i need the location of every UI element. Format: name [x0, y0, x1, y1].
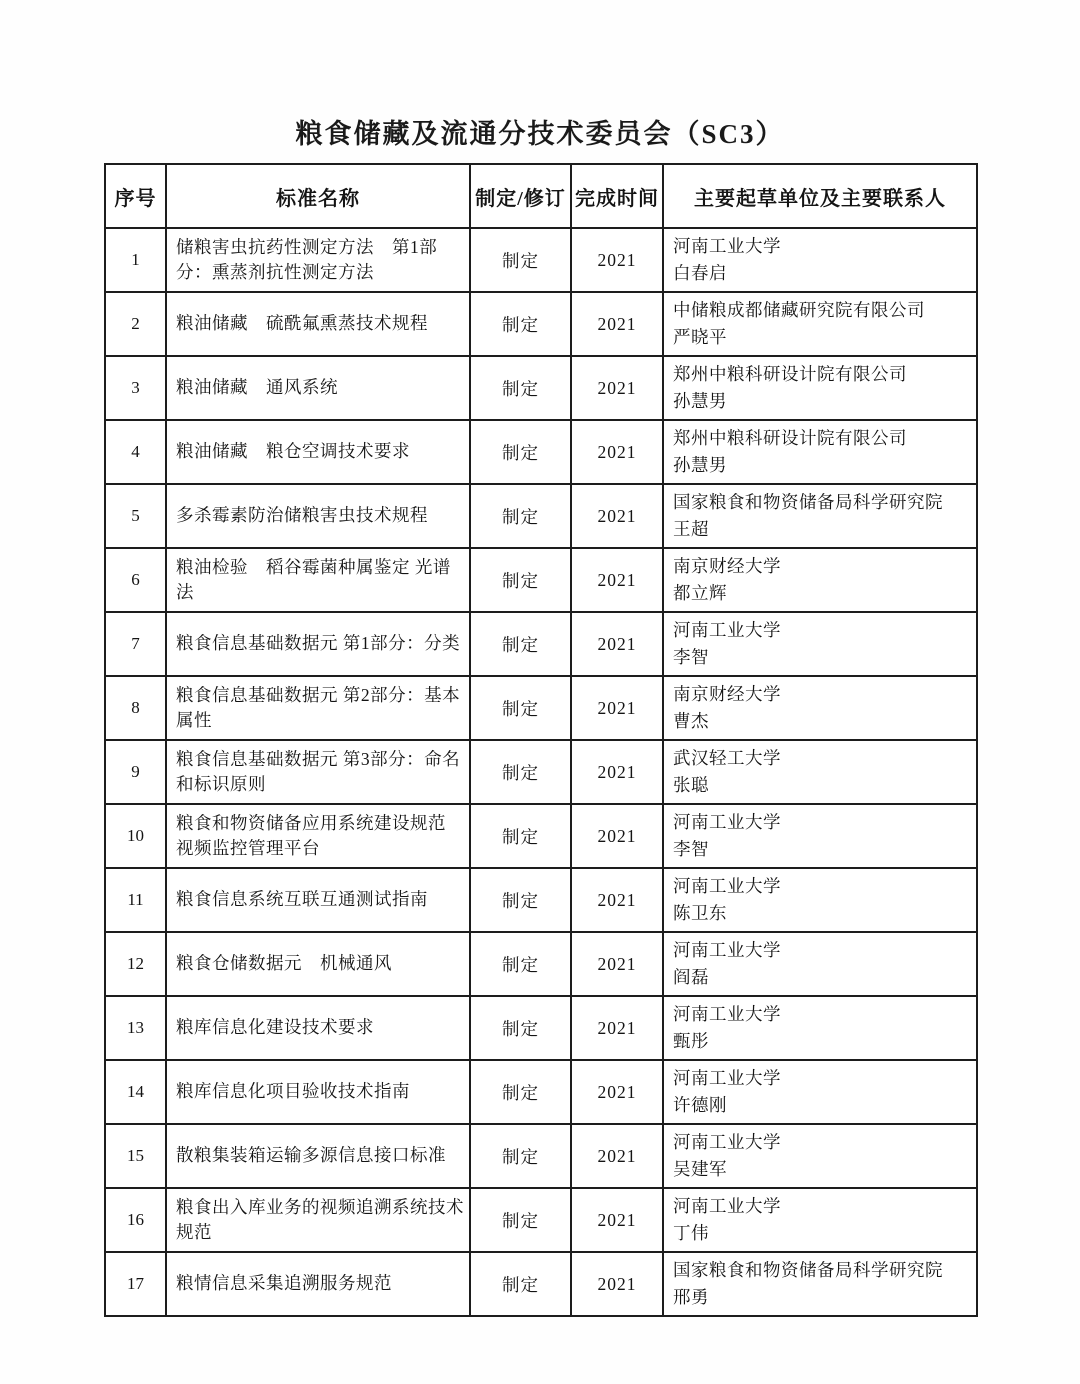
org-name: 郑州中粮科研设计院有限公司	[673, 363, 907, 384]
org-name: 郑州中粮科研设计院有限公司	[673, 427, 907, 448]
standard-name-cell: 粮食信息基础数据元 第2部分：基本属性	[166, 676, 470, 740]
org-contact-cell	[663, 1060, 977, 1124]
completion-year-cell: 2021	[571, 548, 663, 612]
contact-name: 许德刚	[673, 1095, 727, 1115]
table-row	[105, 484, 977, 548]
action-type-cell: 制定	[470, 548, 571, 612]
standard-name-cell: 粮油储藏 粮仓空调技术要求	[166, 420, 470, 484]
contact-name: 吴建军	[673, 1159, 727, 1179]
org-name: 河南工业大学	[673, 1195, 781, 1216]
standard-name-cell: 多杀霉素防治储粮害虫技术规程	[166, 484, 470, 548]
table-body	[105, 228, 977, 1316]
completion-year-cell: 2021	[571, 228, 663, 292]
row-number-cell: 11	[105, 868, 166, 932]
org-name: 南京财经大学	[673, 683, 781, 704]
header-org-contact: 主要起草单位及主要联系人	[663, 164, 977, 228]
org-name: 河南工业大学	[673, 811, 781, 832]
contact-name: 曹杰	[673, 711, 709, 731]
completion-year-cell: 2021	[571, 612, 663, 676]
table-row	[105, 1124, 977, 1188]
standard-name-cell: 粮食信息系统互联互通测试指南	[166, 868, 470, 932]
standard-name-cell: 粮库信息化建设技术要求	[166, 996, 470, 1060]
standard-name-cell: 粮情信息采集追溯服务规范	[166, 1252, 470, 1316]
table-row	[105, 356, 977, 420]
contact-name: 都立辉	[673, 583, 727, 603]
org-contact-cell	[663, 548, 977, 612]
row-number-cell: 17	[105, 1252, 166, 1316]
table-row	[105, 1188, 977, 1252]
action-type-cell: 制定	[470, 676, 571, 740]
standard-name-cell: 粮油储藏 硫酰氟熏蒸技术规程	[166, 292, 470, 356]
row-number-cell: 6	[105, 548, 166, 612]
org-contact-cell	[663, 484, 977, 548]
contact-name: 白春启	[673, 263, 727, 283]
table-row	[105, 740, 977, 804]
table-row	[105, 548, 977, 612]
standard-name-cell: 粮食和物资储备应用系统建设规范 视频监控管理平台	[166, 804, 470, 868]
row-number-cell: 2	[105, 292, 166, 356]
completion-year-cell: 2021	[571, 676, 663, 740]
action-type-cell: 制定	[470, 228, 571, 292]
org-name: 河南工业大学	[673, 939, 781, 960]
org-contact-cell	[663, 228, 977, 292]
row-number-cell: 7	[105, 612, 166, 676]
table-row	[105, 292, 977, 356]
standard-name-cell: 储粮害虫抗药性测定方法 第1部分：熏蒸剂抗性测定方法	[166, 228, 470, 292]
row-number-cell: 1	[105, 228, 166, 292]
org-name: 河南工业大学	[673, 1003, 781, 1024]
standards-table	[104, 163, 978, 1317]
contact-name: 陈卫东	[673, 903, 727, 923]
completion-year-cell: 2021	[571, 740, 663, 804]
org-contact-cell	[663, 740, 977, 804]
row-number-cell: 5	[105, 484, 166, 548]
completion-year-cell: 2021	[571, 356, 663, 420]
completion-year-cell: 2021	[571, 804, 663, 868]
table-row	[105, 932, 977, 996]
org-contact-cell	[663, 676, 977, 740]
contact-name: 严晓平	[673, 327, 727, 347]
action-type-cell: 制定	[470, 1188, 571, 1252]
contact-name: 邢勇	[673, 1287, 709, 1307]
completion-year-cell: 2021	[571, 1188, 663, 1252]
org-contact-cell	[663, 1252, 977, 1316]
org-name: 河南工业大学	[673, 875, 781, 896]
action-type-cell: 制定	[470, 484, 571, 548]
action-type-cell: 制定	[470, 868, 571, 932]
table-row	[105, 868, 977, 932]
header-action-type: 制定/修订	[470, 164, 571, 228]
row-number-cell: 10	[105, 804, 166, 868]
completion-year-cell: 2021	[571, 868, 663, 932]
org-name: 南京财经大学	[673, 555, 781, 576]
contact-name: 甄彤	[673, 1031, 709, 1051]
org-name: 河南工业大学	[673, 1131, 781, 1152]
standard-name-cell: 粮油储藏 通风系统	[166, 356, 470, 420]
org-contact-cell	[663, 1188, 977, 1252]
table-row	[105, 1060, 977, 1124]
completion-year-cell: 2021	[571, 1124, 663, 1188]
standard-name-cell: 粮油检验 稻谷霉菌种属鉴定 光谱法	[166, 548, 470, 612]
action-type-cell: 制定	[470, 1252, 571, 1316]
row-number-cell: 15	[105, 1124, 166, 1188]
org-contact-cell	[663, 868, 977, 932]
action-type-cell: 制定	[470, 1124, 571, 1188]
org-name: 河南工业大学	[673, 619, 781, 640]
contact-name: 王超	[673, 519, 709, 539]
row-number-cell: 9	[105, 740, 166, 804]
row-number-cell: 8	[105, 676, 166, 740]
org-name: 中储粮成都储藏研究院有限公司	[673, 299, 925, 320]
table-header-row	[105, 164, 977, 228]
row-number-cell: 16	[105, 1188, 166, 1252]
org-name: 武汉轻工大学	[673, 747, 781, 768]
action-type-cell: 制定	[470, 996, 571, 1060]
contact-name: 李智	[673, 647, 709, 667]
header-serial-number: 序号	[105, 164, 166, 228]
org-contact-cell	[663, 804, 977, 868]
completion-year-cell: 2021	[571, 932, 663, 996]
action-type-cell: 制定	[470, 356, 571, 420]
completion-year-cell: 2021	[571, 484, 663, 548]
action-type-cell: 制定	[470, 740, 571, 804]
table-row	[105, 612, 977, 676]
action-type-cell: 制定	[470, 932, 571, 996]
contact-name: 李智	[673, 839, 709, 859]
row-number-cell: 4	[105, 420, 166, 484]
org-name: 国家粮食和物资储备局科学研究院	[673, 1259, 943, 1280]
standard-name-cell: 粮食出入库业务的视频追溯系统技术规范	[166, 1188, 470, 1252]
standard-name-cell: 粮库信息化项目验收技术指南	[166, 1060, 470, 1124]
org-name: 河南工业大学	[673, 1067, 781, 1088]
org-contact-cell	[663, 996, 977, 1060]
org-name: 国家粮食和物资储备局科学研究院	[673, 491, 943, 512]
standard-name-cell: 散粮集装箱运输多源信息接口标准	[166, 1124, 470, 1188]
completion-year-cell: 2021	[571, 1252, 663, 1316]
completion-year-cell: 2021	[571, 420, 663, 484]
header-standard-name: 标准名称	[166, 164, 470, 228]
action-type-cell: 制定	[470, 804, 571, 868]
contact-name: 孙慧男	[673, 455, 727, 475]
standard-name-cell: 粮食仓储数据元 机械通风	[166, 932, 470, 996]
table-row	[105, 676, 977, 740]
contact-name: 孙慧男	[673, 391, 727, 411]
table-row	[105, 1252, 977, 1316]
table-row	[105, 996, 977, 1060]
table-row	[105, 228, 977, 292]
contact-name: 阎磊	[673, 967, 709, 987]
contact-name: 张聪	[673, 775, 709, 795]
org-contact-cell	[663, 292, 977, 356]
org-contact-cell	[663, 420, 977, 484]
page-title: 粮食储藏及流通分技术委员会（SC3）	[295, 119, 785, 149]
action-type-cell: 制定	[470, 612, 571, 676]
table-row	[105, 804, 977, 868]
action-type-cell: 制定	[470, 420, 571, 484]
completion-year-cell: 2021	[571, 996, 663, 1060]
contact-name: 丁伟	[673, 1223, 709, 1243]
org-name: 河南工业大学	[673, 235, 781, 256]
org-contact-cell	[663, 612, 977, 676]
table-row	[105, 420, 977, 484]
action-type-cell: 制定	[470, 1060, 571, 1124]
completion-year-cell: 2021	[571, 292, 663, 356]
row-number-cell: 13	[105, 996, 166, 1060]
row-number-cell: 3	[105, 356, 166, 420]
standard-name-cell: 粮食信息基础数据元 第1部分：分类	[166, 612, 470, 676]
action-type-cell: 制定	[470, 292, 571, 356]
standard-name-cell: 粮食信息基础数据元 第3部分：命名和标识原则	[166, 740, 470, 804]
row-number-cell: 12	[105, 932, 166, 996]
org-contact-cell	[663, 932, 977, 996]
org-contact-cell	[663, 1124, 977, 1188]
row-number-cell: 14	[105, 1060, 166, 1124]
header-completion-time: 完成时间	[571, 164, 663, 228]
org-contact-cell	[663, 356, 977, 420]
completion-year-cell: 2021	[571, 1060, 663, 1124]
